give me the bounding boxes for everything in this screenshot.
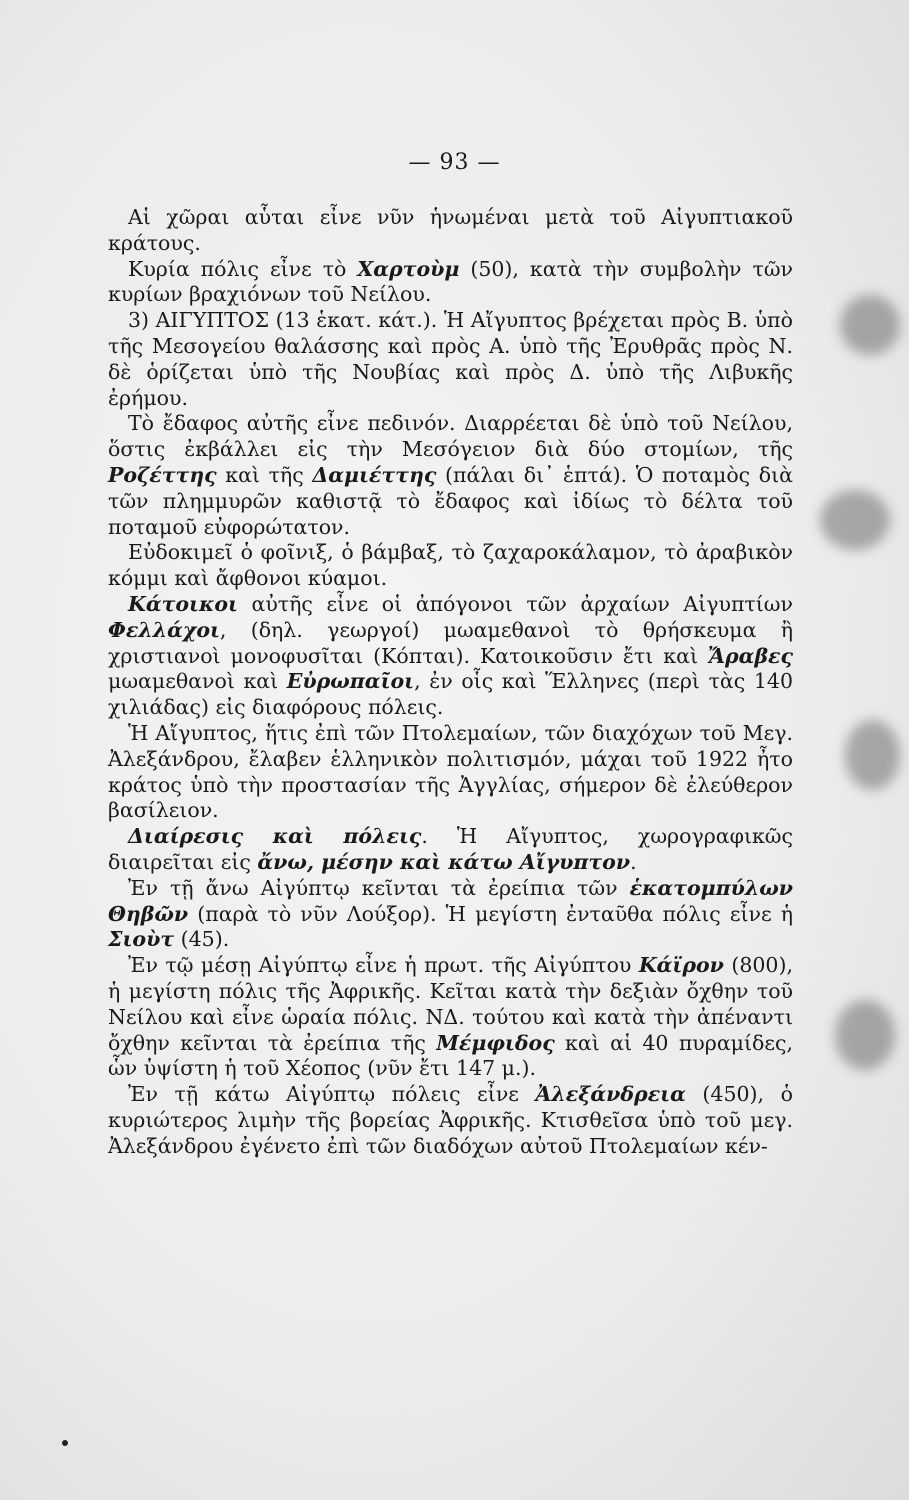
paragraph-text: Τὸ ἔδαφος αὐτῆς εἶνε πεδινόν. Διαρρέεται δὲ ὑπὸ τοῦ Νείλου, ὅστις ἐκβάλλει εἰς τὴν Μεσόγειον διὰ δύο στομίων, τῆς [108,411,793,462]
emphasis-text: Ροζέττης [108,462,217,487]
paragraph-text: Κυρία πόλις εἶνε τὸ [128,256,358,281]
emphasis-text: Κάτοικοι [128,591,238,616]
paragraph-text: (45). [174,927,230,952]
paragraph-text: Ἡ Αἴγυπτος, ἥτις ἐπὶ τῶν Πτολεμαίων, τῶν διαχόχων τοῦ Μεγ. Ἀλεξάνδρου, ἔλαβεν ἑλληνικὸν πολιτισμόν, μάχαι τοῦ 1922 ἦτο κράτος ὑπὸ τὴν προστασίαν τῆς Ἀγγλίας, σήμερον δὲ ἐλεύθερον βασίλειον. [108,720,793,823]
paragraph-text: καὶ αἱ 40 πυραμίδες, ὧν ὑψίστη ἡ τοῦ Χέοπος (νῦν ἔτι 147 μ.). [108,1030,793,1081]
paragraph-text: (800), ἡ μεγίστη πόλις τῆς Ἀφρικῆς. Κεῖται κατὰ τὴν δεξιὰν ὄχθην τοῦ Νείλου καὶ εἶνε ὡραία πόλις. ΝΔ. τούτου καὶ κατὰ τὴν ἀπέναντι ὄχθην κεῖνται τὰ ἐρείπια τῆς [108,953,793,1055]
emphasis-text: Φελλάχοι [108,617,220,642]
emphasis-text: Διαίρεσις καὶ πόλεις [128,824,422,849]
paragraph-text: Ἐν τῇ ἄνω Αἰγύπτῳ κεῖνται τὰ ἐρείπια τῶν [128,875,630,900]
paragraph-text: αὐτῆς εἶνε οἱ ἀπόγονοι τῶν ἀρχαίων Αἰγυπτίων [237,591,793,616]
emphasis-text: Ἀλεξάνδρεια [535,1082,686,1107]
ink-smudge [845,720,900,790]
paragraph-text: μωαμεθανοὶ καὶ [108,669,287,694]
paragraph-text: 3) ΑΙΓΥΠΤΟΣ (13 ἑκατ. κάτ.). Ἡ Αἴγυπτος βρέχεται πρὸς Β. ὑπὸ τῆς Μεσογείου θαλάσσης καὶ πρὸς Α. ὑπὸ τῆς Ἐρυθρᾶς πρὸς Ν. δὲ ὁρίζεται ὑπὸ τῆς Νουβίας καὶ πρὸς Δ. ὑπὸ τῆς Λιβυκῆς ἐρήμου. [108,308,793,410]
paragraph-text: Ἐν τῇ κάτω Αἰγύπτῳ πόλεις εἶνε [128,1082,536,1107]
emphasis-text: ἑκατομπύλων Θηβῶν [108,875,793,926]
paragraph-text: , ἐν οἷς καὶ Ἕλληνες (περὶ τὰς 140 χιλιάδας) εἰς διαφόρους πόλεις. [108,669,793,720]
paragraph-p1 [108,205,793,257]
paragraph-p6 [108,592,793,721]
paragraph-text: . [630,849,637,874]
paragraph-text: (50), κατὰ τὴν συμβολὴν τῶν κυρίων βραχιόνων τοῦ Νείλου. [108,256,793,307]
ink-dot [62,1440,68,1446]
ink-smudge [820,490,890,550]
paragraph-text: , (δηλ. γεωργοί) μωαμεθανοὶ τὸ θρήσκευμα ἢ χριστιανοὶ μονοφυσῖται (Κόπται). Κατοικοῦσιν ἔτι καὶ [108,617,793,668]
paragraph-text: Ἐν τῷ μέσῃ Αἰγύπτῳ εἶνε ἡ πρωτ. τῆς Αἰγύπτου [128,953,639,978]
paragraph-text: Εὐδοκιμεῖ ὁ φοῖνιξ, ὁ βάμβαξ, τὸ ζαχαροκάλαμον, τὸ ἀραβικὸν κόμμι καὶ ἄφθονοι κύαμοι. [108,540,793,591]
paragraph-text: (παρὰ τὸ νῦν Λούξορ). Ἡ μεγίστη ἐνταῦθα πόλις εἶνε ἡ [188,901,793,926]
emphasis-text: Ἄραβες [707,643,793,668]
emphasis-text: Χαρτοὺμ [357,256,460,281]
emphasis-text: Μέμφιδος [436,1030,555,1055]
paragraph-text: καὶ τῆς [216,462,313,487]
paragraph-text: (450), ὁ κυριώτερος λιμὴν τῆς βορείας Ἀφρικῆς. Κτισθεῖσα ὑπὸ τοῦ μεγ. Ἀλεξάνδρου ἐγένετο ἐπὶ τῶν διαδόχων αὐτοῦ Πτολεμαίων κέν- [108,1082,793,1158]
emphasis-text: Εὐρωπαῖοι [286,669,415,694]
body-text [108,205,793,1159]
paragraph-text: . Ἡ Αἴγυπτος, χωρογραφικῶς διαιρεῖται εἰς [108,824,793,874]
paragraph-p5 [108,540,793,592]
paragraph-p11 [108,1082,793,1159]
paragraph-text: (πάλαι δι᾽ ἑπτά). Ὁ ποταμὸς διὰ τῶν πλημμυρῶν καθιστᾷ τὸ ἔδαφος καὶ ἰδίως τὸ δέλτα τοῦ ποταμοῦ εὐφορώτατον. [108,462,793,539]
paragraph-p8 [108,824,793,876]
paragraph-p4 [108,411,793,540]
emphasis-text: ἄνω, μέσην καὶ κάτω Αἴγυπτον [257,849,631,874]
paragraph-p3 [108,308,793,411]
paragraph-p2 [108,257,793,309]
emphasis-text: Δαμιέττης [312,462,437,487]
paragraph-p10 [108,953,793,1082]
emphasis-text: Κάϊρον [638,953,724,978]
paragraph-p9 [108,876,793,953]
ink-smudge [835,1000,895,1070]
paragraph-p7 [108,721,793,824]
paragraph-text: Αἱ χῶραι αὗται εἶνε νῦν ἡνωμέναι μετὰ τοῦ Αἰγυπτιακοῦ κράτους. [108,205,793,255]
page-number: — 93 — [408,150,501,175]
emphasis-text: Σιοὺτ [108,927,175,952]
ink-smudge [840,295,900,355]
